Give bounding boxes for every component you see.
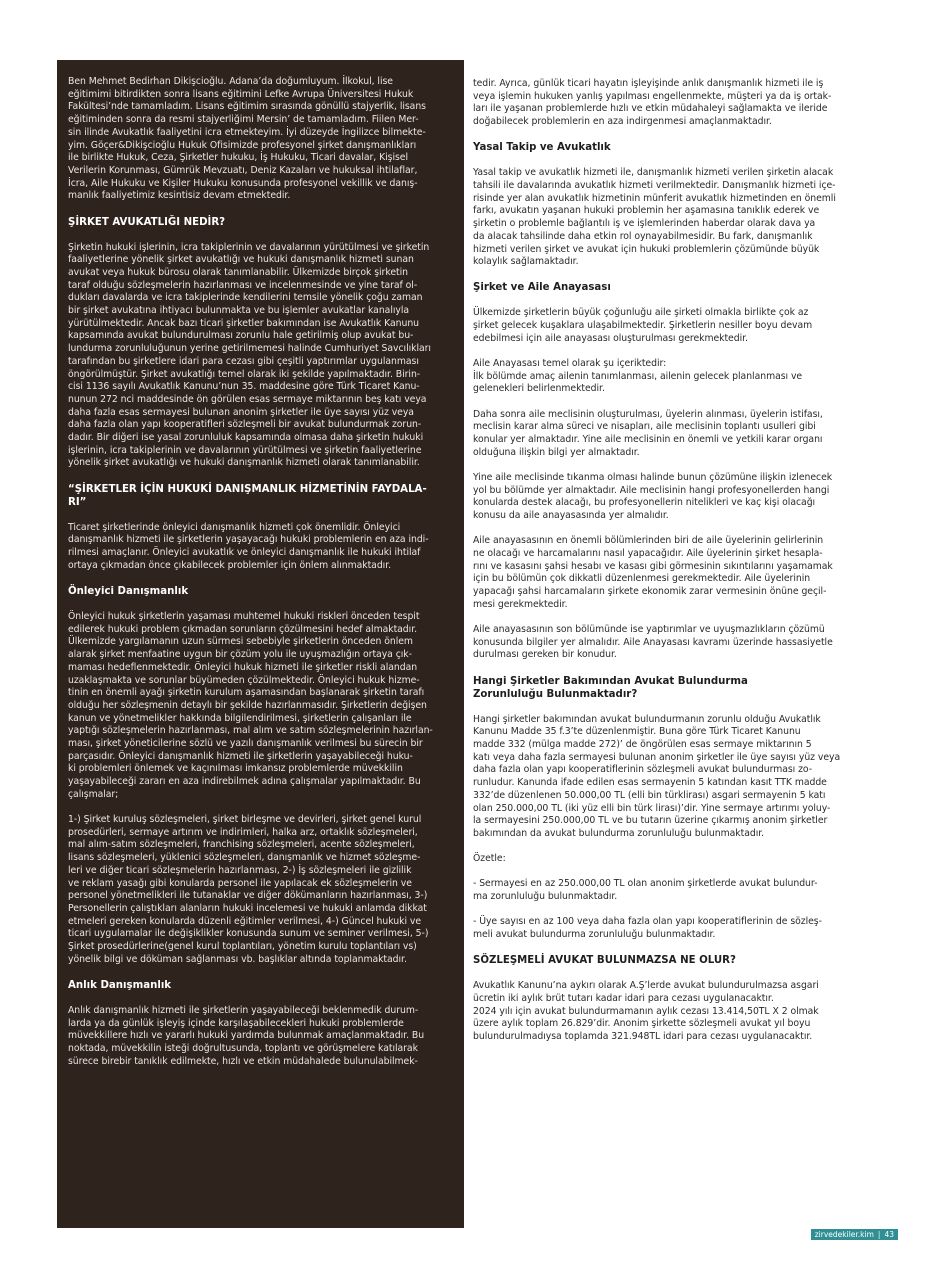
paragraph: Özetle: xyxy=(473,853,506,865)
paragraph: Daha sonra aile meclisinin oluşturulması, üyelerin alınması, üyelerin istifası, meclisin karar alma süreci ve nisapları, aile meclisinin toplantı usulleri gibi konular yer almaktadır. Yine aile meclisinin en önemli ve yetkili karar organı olduğuna ilişkin bilgi yer almaktadır. xyxy=(473,408,823,458)
section-heading: Hangi Şirketler Bakımından Avukat Bulundurma Zorunluluğu Bulunmaktadır? xyxy=(473,675,748,700)
paragraph: Yasal takip ve avukatlık hizmeti ile, danışmanlık hizmeti verilen şirketin alacak tahsili ile davalarında avukatlık hizmeti verilmektedir. Danışmanlık hizmeti içe- risinde yer alan avukatlık hizmetinin münferit avukatlık hizmetinden en önemli farkı, avukatın yaşanan hukuki problemin her aşamasına tanıklık ederek ve şirketin o problemle bağlantılı iş ve işlemlerinden haberdar olarak dava ya da alacak tahsilinde daha etkin rol oynayabilmesidir. Bu fark, danışmanlık hizmeti verilen şirket ve avukat için hukuki problemlerin çözümünde büyük kolaylık sağlamaktadır. xyxy=(473,167,836,268)
footer-separator: | xyxy=(877,1230,881,1239)
paragraph: Ticaret şirketlerinde önleyici danışmanlık hizmeti çok önemlidir. Önleyici danışmanlık hizmeti ile şirketlerin yaşayacağı hukuki problemlerin en aza indi- rilmesi amaçlanır. Önleyici avukatlık ve önleyici danışmanlık ile hukuki ihtilaf ortaya çıkmadan önce çıkabilecek problemler için önlem alınmaktadır. xyxy=(68,521,429,571)
paragraph: Ben Mehmet Bedirhan Dikişcioğlu. Adana’da doğumluyum. İlkokul, lise eğitimimi bitirdikten sonra lisans eğitimini Lefke Avrupa Üniversitesi Hukuk Fakültesi’nde tamamladım. Lisans eğitimim sırasında gönüllü stajyerlik, lisans eğitiminden sonra da resmi stajyerliğimi Mersin’ de tamamladım. Fiilen Mer- sin ilinde Avukatlık faaliyetini icra etmekteyim. İyi düzeyde İngilizce bilmekte- yim. Göçer&Dikişcioğlu Hukuk Ofisimizde profesyonel şirket danışmanlıkları ile birlikte Hukuk, Ceza, Şirketler hukuku, İş Hukuku, Ticari davalar, Kişisel Verilerin Korunması, Gümrük Mevzuatı, Deniz Kazaları ve hukuksal ihtilaflar, İcra, Aile Hukuku ve Kişiler Hukuku konusunda profesyonel vekillik ve danış- manlık faaliyetimiz kesintisiz devam etmektedir. xyxy=(68,76,426,202)
paragraph: Aile anayasasının son bölümünde ise yaptırımlar ve uyuşmazlıkların çözümü konusunda bilgiler yer almalıdır. Aile Anayasası kavramı üzerinde hassasiyetle durulması gereken bir konudur. xyxy=(473,624,833,661)
right-article-column xyxy=(473,78,865,1198)
section-heading: “ŞİRKETLER İÇİN HUKUKİ DANIŞMANLIK HİZMETİNİN FAYDALA- RI” xyxy=(68,483,427,508)
paragraph: Önleyici hukuk şirketlerin yaşaması muhtemel hukuki riskleri önceden tespit edilerek hukuki problem çıkmadan sorunların çözülmesini hedef almaktadır. Ülkemizde yargılamanın uzun sürmesi sebebiyle şirketlerin önceden önlem alarak şirket menfaatine uygun bir çözüm yolu ile uyuşmazlığın ortaya çık- maması hedeflenmektedir. Önleyici hukuk hizmeti ile şirketler riskli alandan uzaklaşmakta ve sorunlar büyümeden çözülmektedir. Önleyici hukuk hizme- tinin en önemli ayağı şirketin kurulum aşamasından başlanarak şirketin tarafı olduğu her sözleşmenin detaylı bir şekilde hazırlanmasıdır. Şirketlerin değişen kanun ve yönetmelikler hakkında bilgilendirilmesi, şirketlerin çalışanları ile yaptığı sözleşmelerin hazırlanması, mal alım ve satım sözleşmelerinin hazırlan- ması, şirket yöneticilerine sözlü ve yazılı danışmanlık verilmesi bu sürecin bir parçasıdır. Önleyici danışmanlık hizmeti ile şirketlerin yaşayabileceği huku- ki problemleri önlemek ve kaçınılması imkansız problemlerde müvekkilin yaşayabileceği zararı en aza indirebilmek adına çalışmalar yapılmaktadır. Bu çalışmalar; xyxy=(68,611,433,800)
page-footer xyxy=(811,1229,898,1240)
page-number: 43 xyxy=(884,1230,894,1239)
paragraph: tedir. Ayrıca, günlük ticari hayatın işleyişinde anlık danışmanlık hizmeti ile iş veya işlemin hukuken yanlış yapılması engellenmekte, müşteri ya da iş ortak- ları ile yaşanan problemlerde hızlı ve etkin müdahaleyi sağlamakta ve ileride doğabilecek problemlerin en aza indirgenmesi amaçlanmaktadır. xyxy=(473,78,832,128)
section-heading: Yasal Takip ve Avukatlık xyxy=(473,142,611,154)
paragraph: Hangi şirketler bakımından avukat bulundurmanın zorunlu olduğu Avukatlık Kanunu Madde 35 f.3’te düzenlenmiştir. Buna göre Türk Ticaret Kanunu madde 332 (mülga madde 272)’ de öngörülen esas sermaye miktarının 5 katı veya daha fazla sermayesi bulunan anonim şirketler ile üye sayısı yüz veya daha fazla olan yapı kooperatiflerinin sözleşmeli avukat bulundurması zo- runludur. Kanunda ifade edilen esas sermayenin 5 katından kasıt TTK madde 332’de düzenlenen 50.000,00 TL (elli bin türklirası) asgari sermayenin 5 katı olan 250.000,00 TL (iki yüz elli bin türk lirası)’dir. Yine sermaye artırımı yoluy- la sermayesini 250.000,00 TL ve bu tutarın üzerine çıkarmış anonim şirketler bakımından da avukat bulundurma zorunluluğu bulunmaktadır. xyxy=(473,713,841,839)
paragraph: - Üye sayısı en az 100 veya daha fazla olan yapı kooperatiflerinin de sözleş- meli avukat bulundurma zorunluluğu bulunmaktadır. xyxy=(473,916,822,940)
paragraph: Yine aile meclisinde tıkanma olması halinde bunun çözümüne ilişkin izlenecek yol bu bölümde yer almaktadır. Aile meclisinin hangi profesyonellerden hangi konularda destek alacağı, bu profesyonellerin nitelikleri ve kaç kişi olacağı konusu da aile anayasasında yer almalıdır. xyxy=(473,471,833,522)
section-heading: Anlık Danışmanlık xyxy=(68,979,172,991)
paragraph: Aile Anayasası temel olarak şu içeriktedir: İlk bölümde amaç ailenin tanımlanması, ailenin gelecek planlanması ve gelenekleri belirlenmektedir. xyxy=(473,358,803,395)
footer-site: zirvedekiler.kim xyxy=(814,1230,874,1239)
left-article-column xyxy=(57,60,464,1228)
section-heading: Şirket ve Aile Anayasası xyxy=(473,282,611,294)
paragraph: - Sermayesi en az 250.000,00 TL olan anonim şirketlerde avukat bulundur- ma zorunluluğu bulunmaktadır. xyxy=(473,878,818,903)
paragraph: Avukatlık Kanunu’na aykırı olarak A.Ş’lerde avukat bulundurulmazsa asgari ücretin iki aylık brüt tutarı kadar idari para cezası uygulanacaktır. 2024 yılı için avukat bulundurmamanın aylık cezası 13.414,50TL X 2 olmak üzere aylık toplam 26.829’dir. Anonim şirkette sözleşmeli avukat yıl boyu bulundurulmadıysa toplamda 321.948TL idari para cezası uygulanacaktır. xyxy=(473,980,819,1042)
paragraph: 1-) Şirket kuruluş sözleşmeleri, şirket birleşme ve devirleri, şirket genel kurul prosedürleri, sermaye artırım ve indirimleri, halka arz, ortaklık sözleşmeleri, mal alım-satım sözleşmeleri, franchising sözleşmeleri, acente sözleşmeleri, lisans sözleşmeleri, yüklenici sözleşmeleri, danışmanlık ve hizmet sözleşme- leri ve diğer ticari sözleşmelerin hazırlanması, 2-) İş sözleşmeleri ile gizlilik ve reklam yasağı gibi konularda personel ile yapılacak ek sözleşmelerin ve personel yönetmelikleri ile tutanaklar ve diğer dökümanların hazırlanması, 3-) Personellerin çalıştıkları alanların hukuki incelemesi ve hukuki anlamda dikkat etmeleri gereken konularda düzenli eğitimler verilmesi, 4-) Güncel hukuki ve ticari uygulamalar ile değişiklikler konusunda sunum ve seminer verilmesi, 5-) Şirket prosedürlerine(genel kurul toplantıları, yönetim kurulu toplantıları vs) yönelik bilgi ve döküman sağlanması vb. başlıklar altında toplanmaktadır. xyxy=(68,814,429,965)
section-heading: Önleyici Danışmanlık xyxy=(68,586,189,597)
paragraph: Şirketin hukuki işlerinin, icra takiplerinin ve davalarının yürütülmesi ve şirketin faaliyetlerine yönelik şirket avukatlığı ve hukuki danışmanlık hizmeti sunan avukat veya hukuk bürosu olarak tanımlanabilir. Ülkemizde birçok şirketin taraf olduğu sözleşmelerin hazırlanması ve incelenmesinde ve yine taraf ol- dukları davalarda ve icra takiplerinde kendilerini temsile yönelik çoğu zaman bir şirket avukatına ihtiyacı bulunmakta ve bu işlemler avukatlar kanalıyla yürütülmektedir. Ancak bazı ticari şirketler bakımından ise Avukatlık Kanunu kapsamında avukat bulundurulması zorunlu hale getirilmiş olup avukat bu- lundurma zorunluluğunun yerine getirilmemesi halinde Cumhuriyet Savcılıkları tarafından bu şirketlere idari para cezası gibi çeşitli yaptırımlar uygulanması öngörülmüştür. Şirket avukatlığı temel olarak iki şekilde yapılmaktadır. Birin- cisi 1136 sayılı Avukatlık Kanunu’nun 35. maddesine göre Türk Ticaret Kanu- nunun 272 nci maddesinde ön görülen esas sermaye miktarının beş katı veya daha fazla esas sermayesi bulunan anonim şirketler ile üye sayısı yüz veya daha fazla olan yapı kooperatifleri sözleşmeli bir avukat bulundurmak zorun- dadır. Bir diğeri ise yasal zorunluluk kapsamında olmasa daha şirketin hukuki işlerinin, icra takiplerinin ve davalarının yürütülmesi ve şirketin faaliyetlerine yönelik şirket avukatlığı ve hukuki danışmanlık hizmeti olarak tanımlanabilir. xyxy=(68,241,431,469)
section-heading: SÖZLEŞMELİ AVUKAT BULUNMAZSA NE OLUR? xyxy=(473,955,736,967)
paragraph: Anlık danışmanlık hizmeti ile şirketlerin yaşayabileceği beklenmedik durum- larda ya da günlük işleyiş içinde karşılaşabilecekleri hukuki problemlerde müvekkillere hızlı ve yararlı hukuki yardımda bulunmak amaçlanmaktadır. Bu noktada, müvekkilin isteği doğrultusunda, toplantı ve görüşmelere katılarak sürece birebir tanıklık edilmekte, hızlı ve etkin müdahalede bulunulabilmek- xyxy=(68,1004,425,1067)
section-heading: ŞİRKET AVUKATLIĞI NEDİR? xyxy=(68,216,226,228)
paragraph: Aile anayasasının en önemli bölümlerinden biri de aile üyelerinin gelirlerinin ne olacağı ve harcamalarını nasıl yapacağıdır. Aile üyelerinin şirket hesapla- rını ve kasasını şahsi hesabı ve kasası gibi görmesinin sıkıntılarını yaşamamak için bu bölümün çok dikkatli düzenlenmesi gerekmektedir. Aile üyelerinin yapacağı şahsi harcamaların şirkete ekonomik zarar vermesinin önüne geçil- mesi gerekmektedir. xyxy=(473,535,833,610)
paragraph: Ülkemizde şirketlerin büyük çoğunluğu aile şirketi olmakla birlikte çok az şirket gelecek kuşaklara ulaşabilmektedir. Şirketlerin nesiller boyu devam edebilmesi için aile anayasası oluşturulması gerekmektedir. xyxy=(473,307,813,344)
